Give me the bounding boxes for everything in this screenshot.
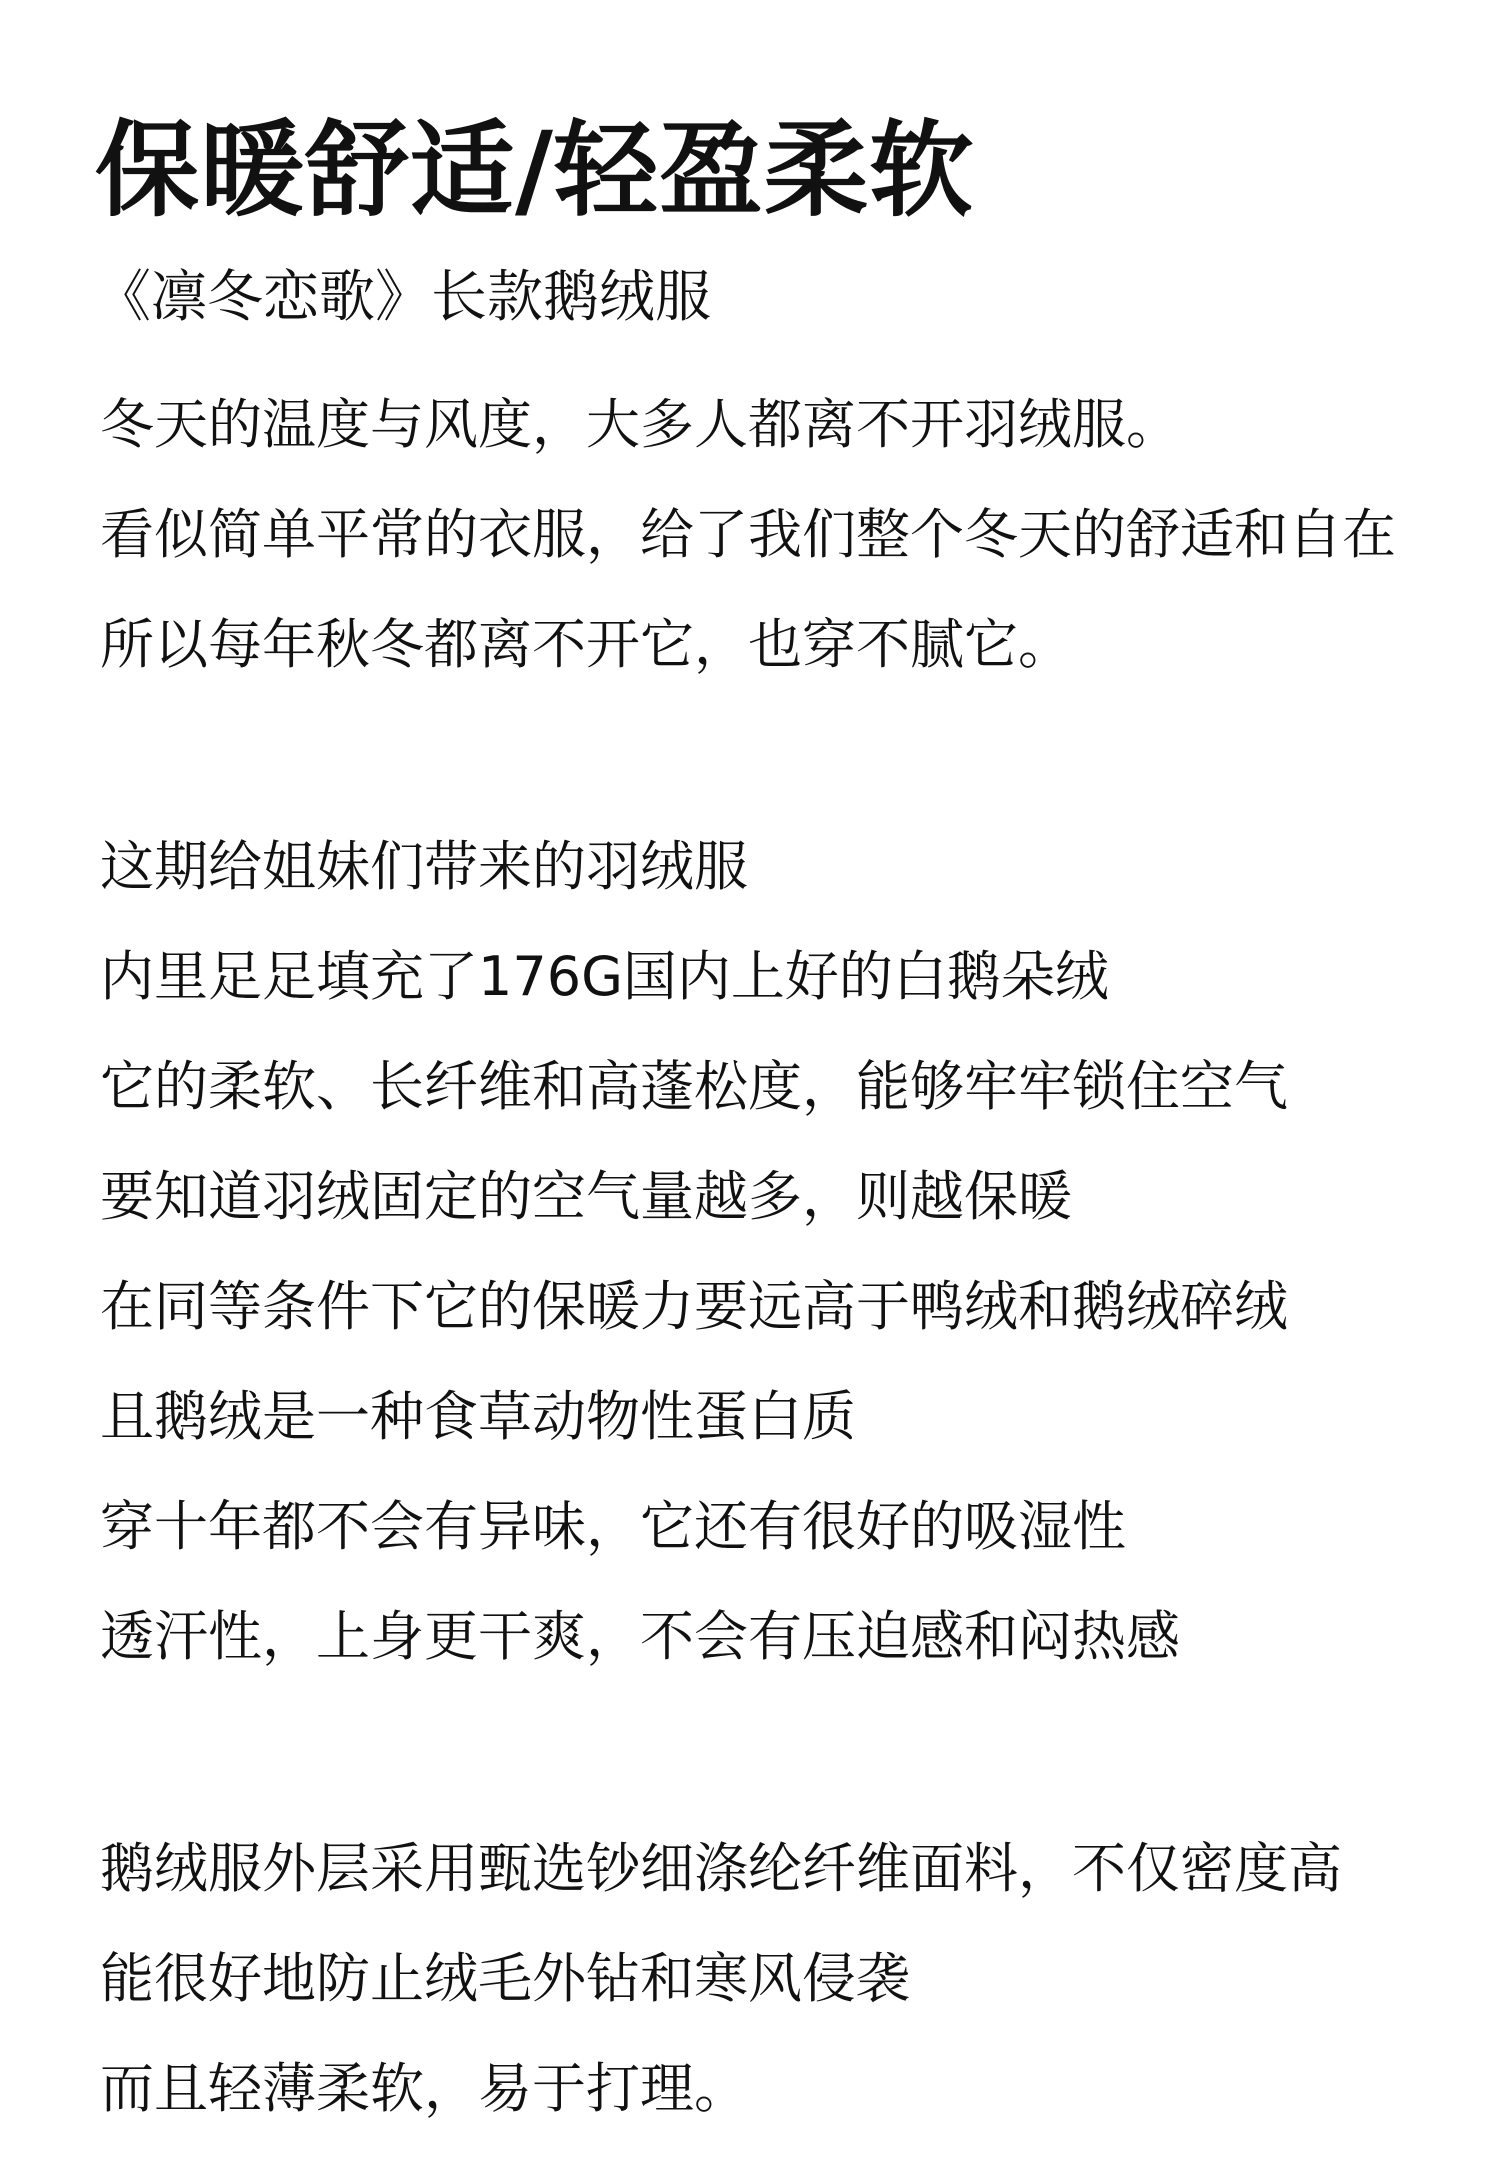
text-line: 透汗性，上身更干爽，不会有压迫感和闷热感 [100,1605,1180,1668]
text-line: 在同等条件下它的保暖力要远高于鸭绒和鹅绒碎绒 [100,1275,1288,1338]
text-line: 看似简单平常的衣服，给了我们整个冬天的舒适和自在 [100,503,1396,566]
text-line: 而且轻薄柔软，易于打理。 [100,2057,748,2120]
text-line: 这期给姐妹们带来的羽绒服 [100,835,748,898]
text-line: 穿十年都不会有异味，它还有很好的吸湿性 [100,1495,1126,1558]
page-title: 保暖舒适/轻盈柔软 [95,109,974,231]
text-line: 冬天的温度与风度，大多人都离不开羽绒服。 [100,393,1180,456]
text-line: 且鹅绒是一种食草动物性蛋白质 [100,1385,856,1448]
text-line: 鹅绒服外层采用甄选钞细涤纶纤维面料，不仅密度高 [100,1837,1342,1900]
text-line: 所以每年秋冬都离不开它，也穿不腻它。 [100,613,1072,676]
text-line: 能很好地防止绒毛外钻和寒风侵袭 [100,1947,910,2010]
text-line: 内里足足填充了176G国内上好的白鹅朵绒 [100,945,1109,1008]
paragraph-filling [100,835,1288,1720]
product-subtitle: 《凛冬恋歌》长款鹅绒服 [95,265,711,330]
paragraph-fabric [100,1837,1342,2172]
paragraph-intro [100,393,1396,728]
text-line: 要知道羽绒固定的空气量越多，则越保暖 [100,1165,1072,1228]
text-line: 它的柔软、长纤维和高蓬松度，能够牢牢锁住空气 [100,1055,1288,1118]
